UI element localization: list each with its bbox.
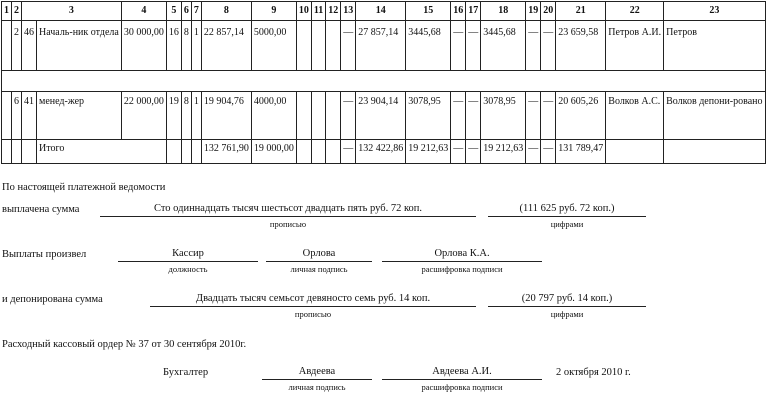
table-cell: 3078,95 [481,92,526,140]
cash-order-line: Расходный кассовый ордер № 37 от 30 сентября 2010г. [2,339,247,350]
table-cell [296,21,311,71]
recipient-cell: Волков А.С. [606,92,664,140]
table-cell [311,92,325,140]
table-cell [2,140,12,164]
table-cell: 19 212,63 [481,140,526,164]
table-cell [2,21,12,71]
table-cell: — [341,21,356,71]
table-cell: 8 [181,92,191,140]
table-row [2,21,766,71]
document-date: 2 октября 2010 г. [556,367,631,378]
caption-digits-2: цифрами [550,309,584,319]
deposited-label: и депонирована сумма [2,294,103,305]
table-cell: 1 [191,92,201,140]
deposited-amount-digits: (20 797 руб. 14 коп.) [488,292,646,307]
header-cell: 6 [181,2,191,21]
header-cell: 16 [451,2,466,21]
table-cell: 2 [12,21,22,71]
header-row [2,2,766,21]
table-cell: 6 [12,92,22,140]
table-cell: 3078,95 [406,92,451,140]
table-cell: 131 789,47 [556,140,606,164]
table-cell [311,21,325,71]
table-cell: 3445,68 [406,21,451,71]
table-cell: 30 000,00 [121,21,166,71]
total-row [2,140,766,164]
header-cell: 11 [311,2,325,21]
header-cell: 4 [121,2,166,21]
header-cell: 2 [12,2,22,21]
caption-words: прописью [269,219,307,229]
table-cell [326,92,341,140]
header-cell: 21 [556,2,606,21]
table-cell: 4000,00 [251,92,296,140]
table-cell: 23 659,58 [556,21,606,71]
header-cell: 15 [406,2,451,21]
header-cell: 14 [356,2,406,21]
table-cell [296,92,311,140]
table-cell: 20 605,26 [556,92,606,140]
caption-words-2: прописью [294,309,332,319]
table-cell: 22 857,14 [201,21,251,71]
accountant-label: Бухгалтер [163,367,209,378]
table-cell: 8 [181,21,191,71]
header-cell: 1 [2,2,12,21]
accountant-signature: Авдеева [262,365,372,380]
table-cell: — [341,140,356,164]
paid-label: выплачена сумма [2,204,80,215]
table-cell [311,140,325,164]
table-cell [191,140,201,164]
signature-cell: Петров [664,21,765,71]
table-cell: 22 000,00 [121,92,166,140]
table-cell: — [451,92,466,140]
table-cell: 1 [191,21,201,71]
table-cell: 16 [166,21,181,71]
header-cell: 18 [481,2,526,21]
table-cell [606,140,664,164]
payer-position: Кассир [118,247,258,262]
header-cell: 3 [22,2,122,21]
table-cell [166,140,181,164]
signature-cell: Волков депони-ровано [664,92,765,140]
accountant-decoded-signature: Авдеева А.И. [382,365,542,380]
table-cell: 19 000,00 [251,140,296,164]
table-cell: 132 761,90 [201,140,251,164]
table-cell: — [451,21,466,71]
table-cell [22,140,37,164]
table-cell [296,140,311,164]
table-cell: 46 [22,21,37,71]
caption-decoded-2: расшифровка подписи [421,382,503,392]
position-cell: Началь-ник отдела [37,21,122,71]
table-cell: — [526,92,541,140]
table-cell: — [541,21,556,71]
header-cell: 5 [166,2,181,21]
header-cell: 23 [664,2,765,21]
table-row [2,92,766,140]
deposited-amount-words: Двадцать тысяч семьсот девяносто семь руб. 14 коп. [150,292,476,307]
payer-signature: Орлова [266,247,372,262]
spacer-row [2,71,766,92]
table-cell: — [466,140,481,164]
header-cell: 12 [326,2,341,21]
caption-decoded: расшифровка подписи [421,264,503,274]
table-cell: 19 [166,92,181,140]
header-cell: 10 [296,2,311,21]
table-cell [12,140,22,164]
caption-signature: личная подпись [290,264,348,274]
table-cell [326,21,341,71]
payer-decoded-signature: Орлова К.А. [382,247,542,262]
table-cell: — [341,92,356,140]
table-cell: 132 422,86 [356,140,406,164]
table-cell: — [466,92,481,140]
table-cell: — [451,140,466,164]
table-cell [326,140,341,164]
position-cell: менед-жер [37,92,122,140]
header-cell: 17 [466,2,481,21]
table-cell: 19 904,76 [201,92,251,140]
table-cell [2,92,12,140]
header-cell: 13 [341,2,356,21]
payer-label: Выплаты произвел [2,249,87,260]
header-cell: 8 [201,2,251,21]
spacer-cell [2,71,766,92]
caption-signature-2: личная подпись [288,382,346,392]
table-cell: 3445,68 [481,21,526,71]
paid-amount-digits: (111 625 руб. 72 коп.) [488,202,646,217]
table-cell: — [526,21,541,71]
caption-digits: цифрами [550,219,584,229]
table-cell [181,140,191,164]
header-cell: 7 [191,2,201,21]
table-cell: — [541,92,556,140]
table-cell: 27 857,14 [356,21,406,71]
table-cell: — [526,140,541,164]
table-cell: 19 212,63 [406,140,451,164]
table-cell [664,140,765,164]
payroll-table [1,1,766,164]
table-cell: 23 904,14 [356,92,406,140]
table-cell: — [466,21,481,71]
paid-amount-words: Сто одиннадцать тысяч шестьсот двадцать пять руб. 72 коп. [100,202,476,217]
caption-position: должность [168,264,208,274]
header-cell: 9 [251,2,296,21]
table-cell: — [541,140,556,164]
header-cell: 19 [526,2,541,21]
header-cell: 20 [541,2,556,21]
table-cell: 5000,00 [251,21,296,71]
table-cell: 41 [22,92,37,140]
header-cell: 22 [606,2,664,21]
total-label: Итого [37,140,167,164]
intro-text: По настоящей платежной ведомости [2,182,166,193]
recipient-cell: Петров А.И. [606,21,664,71]
